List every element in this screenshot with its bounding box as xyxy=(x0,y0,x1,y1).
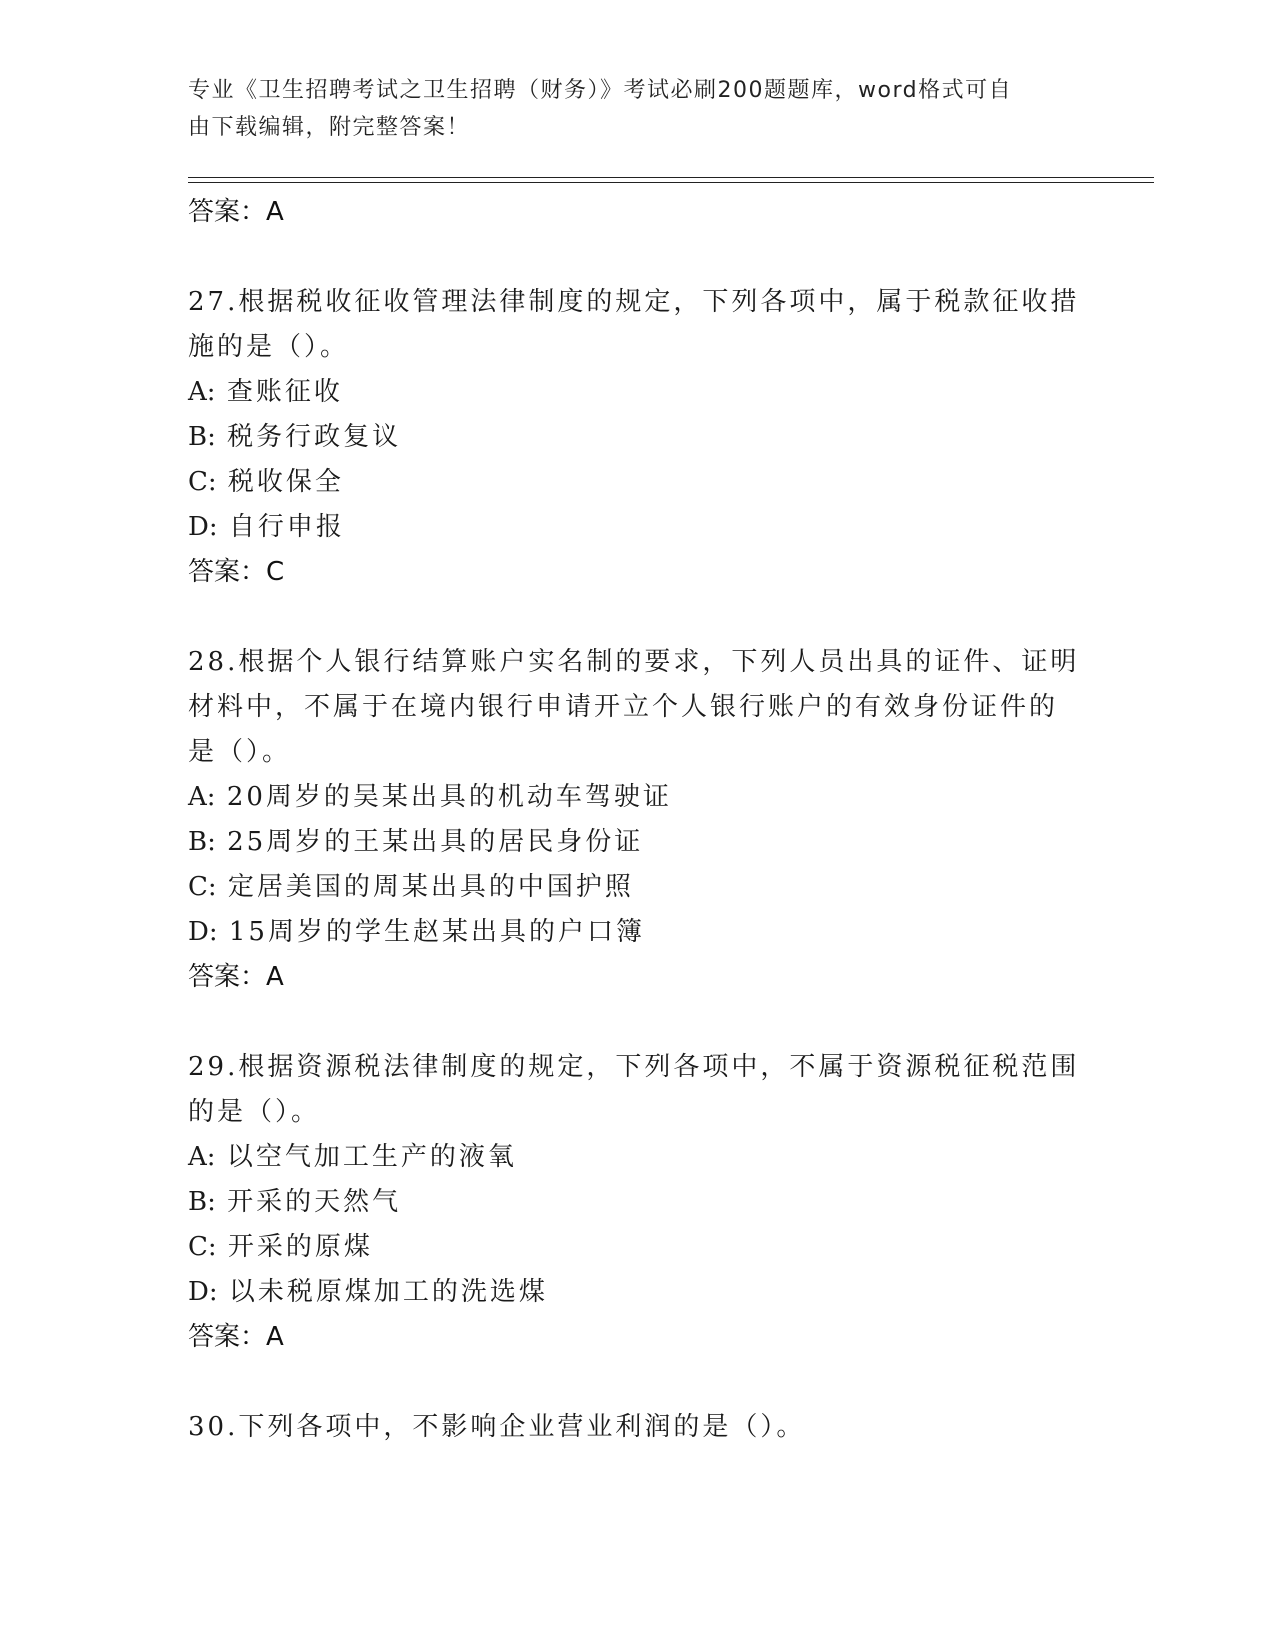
option-key: D: xyxy=(188,512,218,542)
option-text: 定居美国的周某出具的中国护照 xyxy=(227,872,634,902)
option-key: D: xyxy=(188,1277,218,1307)
option-b xyxy=(188,1180,1088,1225)
option-key: A: xyxy=(188,1142,216,1172)
option-text: 20周岁的吴某出具的机动车驾驶证 xyxy=(226,782,672,812)
question-28 xyxy=(188,640,1088,999)
option-c xyxy=(188,1225,1088,1270)
header-rule-bottom xyxy=(188,182,1154,183)
option-a xyxy=(188,775,1088,820)
question-text-line: 27.根据税收征收管理法律制度的规定，下列各项中，属于税款征收措 xyxy=(188,287,1080,317)
option-key: C: xyxy=(188,1232,217,1262)
option-text: 自行申报 xyxy=(228,512,345,542)
option-a xyxy=(188,370,1088,415)
option-key: A: xyxy=(188,377,216,407)
question-text-line: 30.下列各项中，不影响企业营业利润的是（）。 xyxy=(188,1412,806,1442)
question-text-line: 施的是（）。 xyxy=(188,332,350,362)
spacer xyxy=(188,1359,1088,1405)
option-key: B: xyxy=(188,1187,216,1217)
question-text-line: 28.根据个人银行结算账户实名制的要求，下列人员出具的证件、证明 xyxy=(188,647,1080,677)
header-line-1: 专业《卫生招聘考试之卫生招聘（财务）》考试必刷200题题库，word格式可自 xyxy=(188,78,1013,103)
answer-line: 答案：A xyxy=(188,1322,284,1352)
option-key: C: xyxy=(188,467,217,497)
option-text: 税务行政复议 xyxy=(227,422,402,452)
option-text: 25周岁的王某出具的居民身份证 xyxy=(227,827,644,857)
question-27 xyxy=(188,280,1088,594)
question-list xyxy=(188,190,1088,1450)
question-30 xyxy=(188,1405,1088,1450)
option-b xyxy=(188,820,1088,865)
option-text: 开采的天然气 xyxy=(227,1187,402,1217)
question-text-line: 是（）。 xyxy=(188,737,292,767)
option-key: B: xyxy=(188,827,216,857)
option-text: 15周岁的学生赵某出具的户口簿 xyxy=(228,917,645,947)
answer-line: 答案：C xyxy=(188,557,285,587)
option-c xyxy=(188,865,1088,910)
header-line-2: 由下载编辑，附完整答案！ xyxy=(188,115,471,140)
option-text: 税收保全 xyxy=(227,467,344,497)
previous-answer: 答案：A xyxy=(188,197,284,227)
option-key: C: xyxy=(188,872,217,902)
option-a xyxy=(188,1135,1088,1180)
question-text-line: 29.根据资源税法律制度的规定，下列各项中，不属于资源税征税范围 xyxy=(188,1052,1080,1082)
question-text-line: 材料中，不属于在境内银行申请开立个人银行账户的有效身份证件的 xyxy=(188,692,1059,722)
question-29 xyxy=(188,1045,1088,1359)
option-d xyxy=(188,1270,1088,1315)
option-key: D: xyxy=(188,917,218,947)
option-key: A: xyxy=(188,782,216,812)
option-text: 以空气加工生产的液氧 xyxy=(226,1142,517,1172)
spacer xyxy=(188,234,1088,280)
option-d xyxy=(188,910,1088,955)
header-rule-top xyxy=(188,177,1154,178)
option-text: 查账征收 xyxy=(226,377,343,407)
option-c xyxy=(188,460,1088,505)
question-text-line: 的是（）。 xyxy=(188,1097,321,1127)
option-text: 开采的原煤 xyxy=(227,1232,373,1262)
page-header xyxy=(188,72,1088,146)
option-b xyxy=(188,415,1088,460)
option-key: B: xyxy=(188,422,216,452)
option-d xyxy=(188,505,1088,550)
spacer xyxy=(188,594,1088,640)
option-text: 以未税原煤加工的洗选煤 xyxy=(228,1277,548,1307)
spacer xyxy=(188,999,1088,1045)
answer-line: 答案：A xyxy=(188,962,284,992)
